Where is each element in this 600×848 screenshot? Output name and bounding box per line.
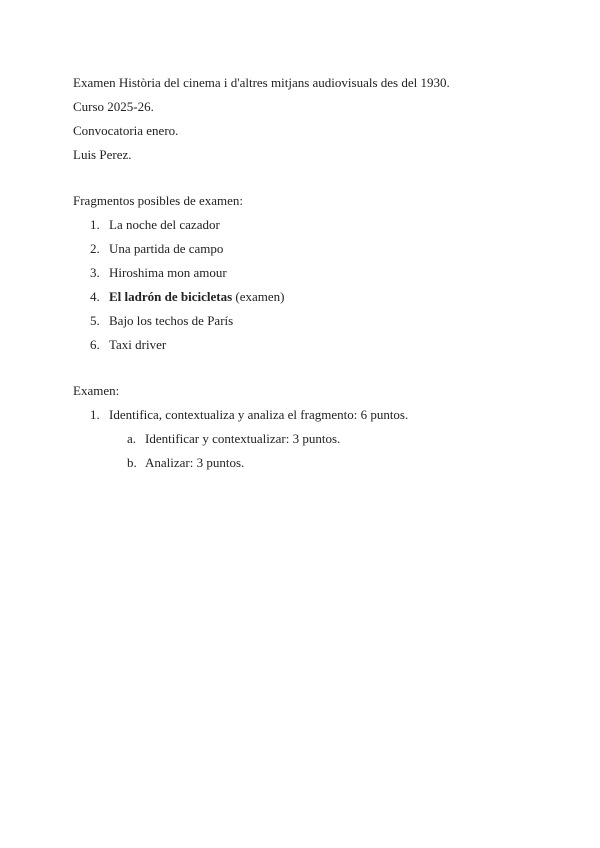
exam-title: Examen Història del cinema i d'altres mitjans audiovisuals des del 1930. <box>73 75 450 90</box>
list-number: 1. <box>90 407 100 422</box>
film-entry <box>109 285 284 309</box>
list-item <box>73 261 573 285</box>
film-title: Bajo los techos de París <box>109 313 234 328</box>
sub-list-letter: b. <box>127 455 137 470</box>
spacer <box>73 357 573 379</box>
list-item <box>73 403 573 427</box>
document-page <box>73 71 573 475</box>
list-number: 6. <box>90 337 100 352</box>
exam-subtask: Analizar: 3 puntos. <box>145 455 245 470</box>
exam-note: (examen) <box>232 289 285 304</box>
list-number: 5. <box>90 313 100 328</box>
film-title: Una partida de campo <box>109 241 224 256</box>
fragments-heading: Fragmentos posibles de examen: <box>73 193 244 208</box>
sub-list-item <box>73 451 573 475</box>
sub-list-letter: a. <box>127 431 137 446</box>
list-number: 3. <box>90 265 100 280</box>
exam-list <box>73 403 573 475</box>
film-title: El ladrón de bicicletas <box>109 289 233 304</box>
list-item <box>73 309 573 333</box>
list-number: 2. <box>90 241 100 256</box>
list-item <box>73 237 573 261</box>
list-item-selected <box>73 285 573 309</box>
film-title: La noche del cazador <box>109 217 220 232</box>
exam-heading: Examen: <box>73 383 120 398</box>
spacer <box>73 167 573 189</box>
exam-task: Identifica, contextualiza y analiza el fragmento: 6 puntos. <box>109 407 409 422</box>
author-name: Luis Perez. <box>73 147 132 162</box>
course-year: Curso 2025-26. <box>73 99 154 114</box>
list-number: 4. <box>90 289 100 304</box>
exam-subtask: Identificar y contextualizar: 3 puntos. <box>145 431 341 446</box>
list-item <box>73 213 573 237</box>
list-number: 1. <box>90 217 100 232</box>
film-title: Hiroshima mon amour <box>109 265 227 280</box>
exam-session: Convocatoria enero. <box>73 123 179 138</box>
sub-list-item <box>73 427 573 451</box>
list-item <box>73 333 573 357</box>
fragments-list <box>73 213 573 357</box>
film-title: Taxi driver <box>109 337 167 352</box>
